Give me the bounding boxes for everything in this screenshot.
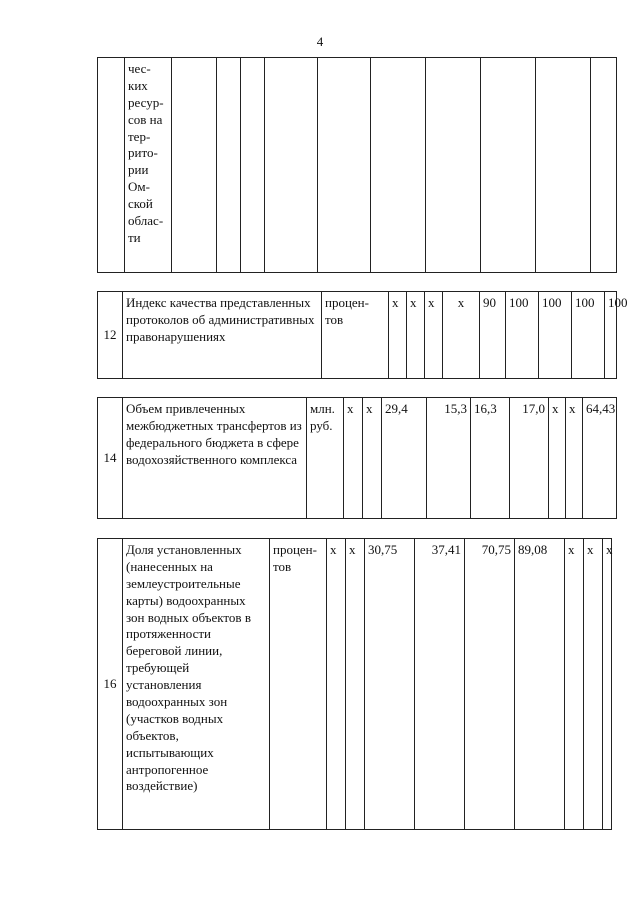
unit-line: млн. [310, 401, 335, 416]
value-cell: 90 [480, 292, 506, 379]
value-cell: х [603, 539, 612, 830]
value-cell: 89,08 [515, 539, 565, 830]
value-cell: 100 [605, 292, 617, 379]
value-cell: х [566, 398, 583, 519]
value-cell: 17,0 [510, 398, 549, 519]
unit-line: тов [325, 311, 344, 327]
row-14-table [97, 397, 617, 519]
value-cell: х [584, 539, 603, 830]
number-cell [98, 58, 125, 273]
value-cell [241, 58, 265, 273]
value-cell: 16,3 [471, 398, 510, 519]
unit-line: руб. [310, 417, 333, 433]
unit-cell [307, 398, 344, 519]
indicator-text: Доля установленных (нанесенных на землеустроительные карты) водоохранных зон водных объектов в протяженности береговой линии, требующей установления водоохранных зон (участков водных объектов, испытывающих антропогенное воздействие) [123, 539, 270, 830]
row-12-table [97, 291, 628, 379]
value-cell: х [443, 292, 480, 379]
value-cell: 100 [506, 292, 539, 379]
value-cell: 15,3 [427, 398, 471, 519]
unit-cell [172, 58, 217, 273]
value-cell [217, 58, 241, 273]
value-cell: х [363, 398, 382, 519]
unit-line: тов [273, 558, 292, 574]
value-cell: х [407, 292, 425, 379]
unit-line: процен- [325, 295, 369, 310]
value-cell: 64,43 [583, 398, 617, 519]
value-cell: 30,75 [365, 539, 415, 830]
value-cell: 37,41 [415, 539, 465, 830]
value-cell: х [346, 539, 365, 830]
unit-cell [270, 539, 327, 830]
row-number: 14 [98, 398, 123, 519]
row-number: 12 [98, 292, 123, 379]
value-cell: 100 [572, 292, 605, 379]
value-cell [318, 58, 371, 273]
value-cell: х [389, 292, 407, 379]
row-16-table [97, 538, 612, 830]
page-number: 4 [316, 34, 324, 49]
value-cell [265, 58, 318, 273]
value-cell: х [565, 539, 584, 830]
value-cell: 70,75 [465, 539, 515, 830]
unit-cell [322, 292, 389, 379]
value-cell: 100 [539, 292, 572, 379]
value-cell [481, 58, 536, 273]
indicator-text: чес- ких ресур- сов на тер- рито- рии Ом- ской облас- ти [128, 61, 164, 245]
value-cell [426, 58, 481, 273]
value-cell [371, 58, 426, 273]
value-cell: х [327, 539, 346, 830]
value-cell: х [549, 398, 566, 519]
value-cell: х [344, 398, 363, 519]
indicator-text: Индекс качества представленных протоколов об административных правонарушениях [123, 292, 322, 379]
continuation-table [97, 57, 617, 273]
value-cell [536, 58, 591, 273]
unit-line: процен- [273, 542, 317, 557]
value-cell: х [425, 292, 443, 379]
value-cell [591, 58, 617, 273]
indicator-cell [125, 58, 172, 273]
indicator-text: Объем привлеченных межбюджетных трансфертов из федерального бюджета в сфере водохозяйственного комплекса [123, 398, 307, 519]
row-number: 16 [98, 539, 123, 830]
value-cell: 29,4 [382, 398, 427, 519]
